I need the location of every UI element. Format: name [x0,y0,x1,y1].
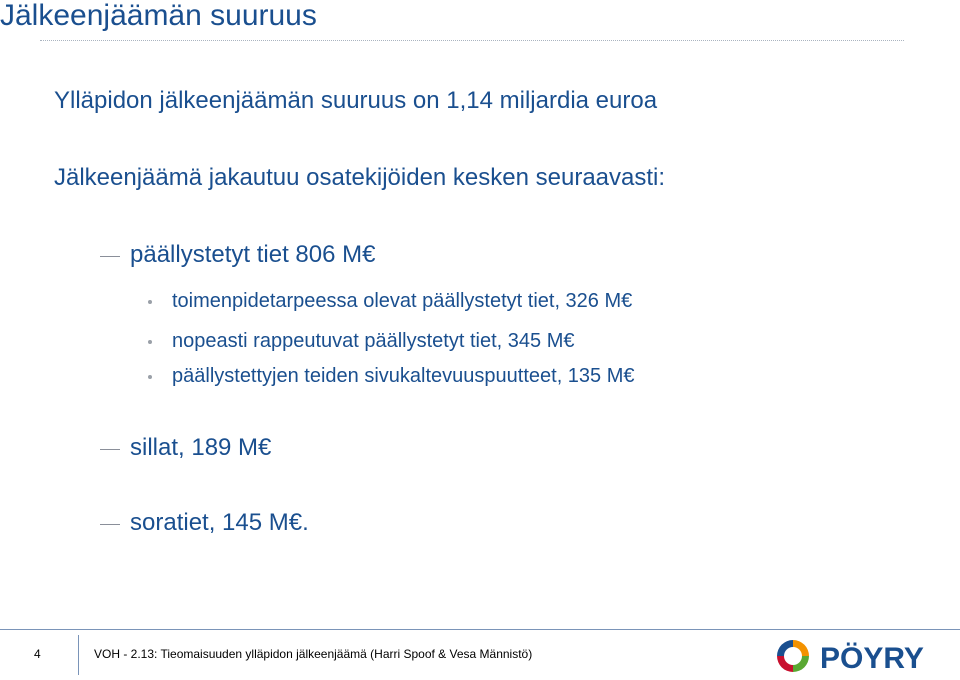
paved-roads-subitem: nopeasti rappeutuvat päällystetyt tiet, 345 M€ [172,330,575,352]
poyry-logo [774,637,950,675]
dash-bullet-icon [100,524,120,525]
paved-roads-subitem: päällystettyjen teiden sivukaltevuuspuutteet, 135 M€ [172,365,635,387]
dot-bullet-icon [148,300,152,304]
bridges-item: sillat, 189 M€ [130,434,272,461]
dash-bullet-icon [100,449,120,450]
dot-bullet-icon [148,340,152,344]
page-number: 4 [34,647,41,661]
slide-title: Jälkeenjäämän suuruus [0,0,317,32]
footer-divider [0,629,960,630]
footer-caption: VOH - 2.13: Tieomaisuuden ylläpidon jälkeenjäämä (Harri Spoof & Vesa Männistö) [94,647,533,661]
dash-bullet-icon [100,256,120,257]
dot-bullet-icon [148,375,152,379]
logo-text: PÖYRY [820,642,924,675]
footer-separator [78,635,79,675]
poyry-logo-icon [777,640,809,672]
paved-roads-subitem: toimenpidetarpeessa olevat päällystetyt tiet, 326 M€ [172,290,633,312]
gravel-roads-item: soratiet, 145 M€. [130,509,309,536]
breakdown-intro: Jälkeenjäämä jakautuu osatekijöiden kesken seuraavasti: [54,164,666,191]
paved-roads-item: päällystetyt tiet 806 M€ [130,241,376,268]
title-divider [40,40,904,41]
summary-line: Ylläpidon jälkeenjäämän suuruus on 1,14 miljardia euroa [54,87,658,114]
